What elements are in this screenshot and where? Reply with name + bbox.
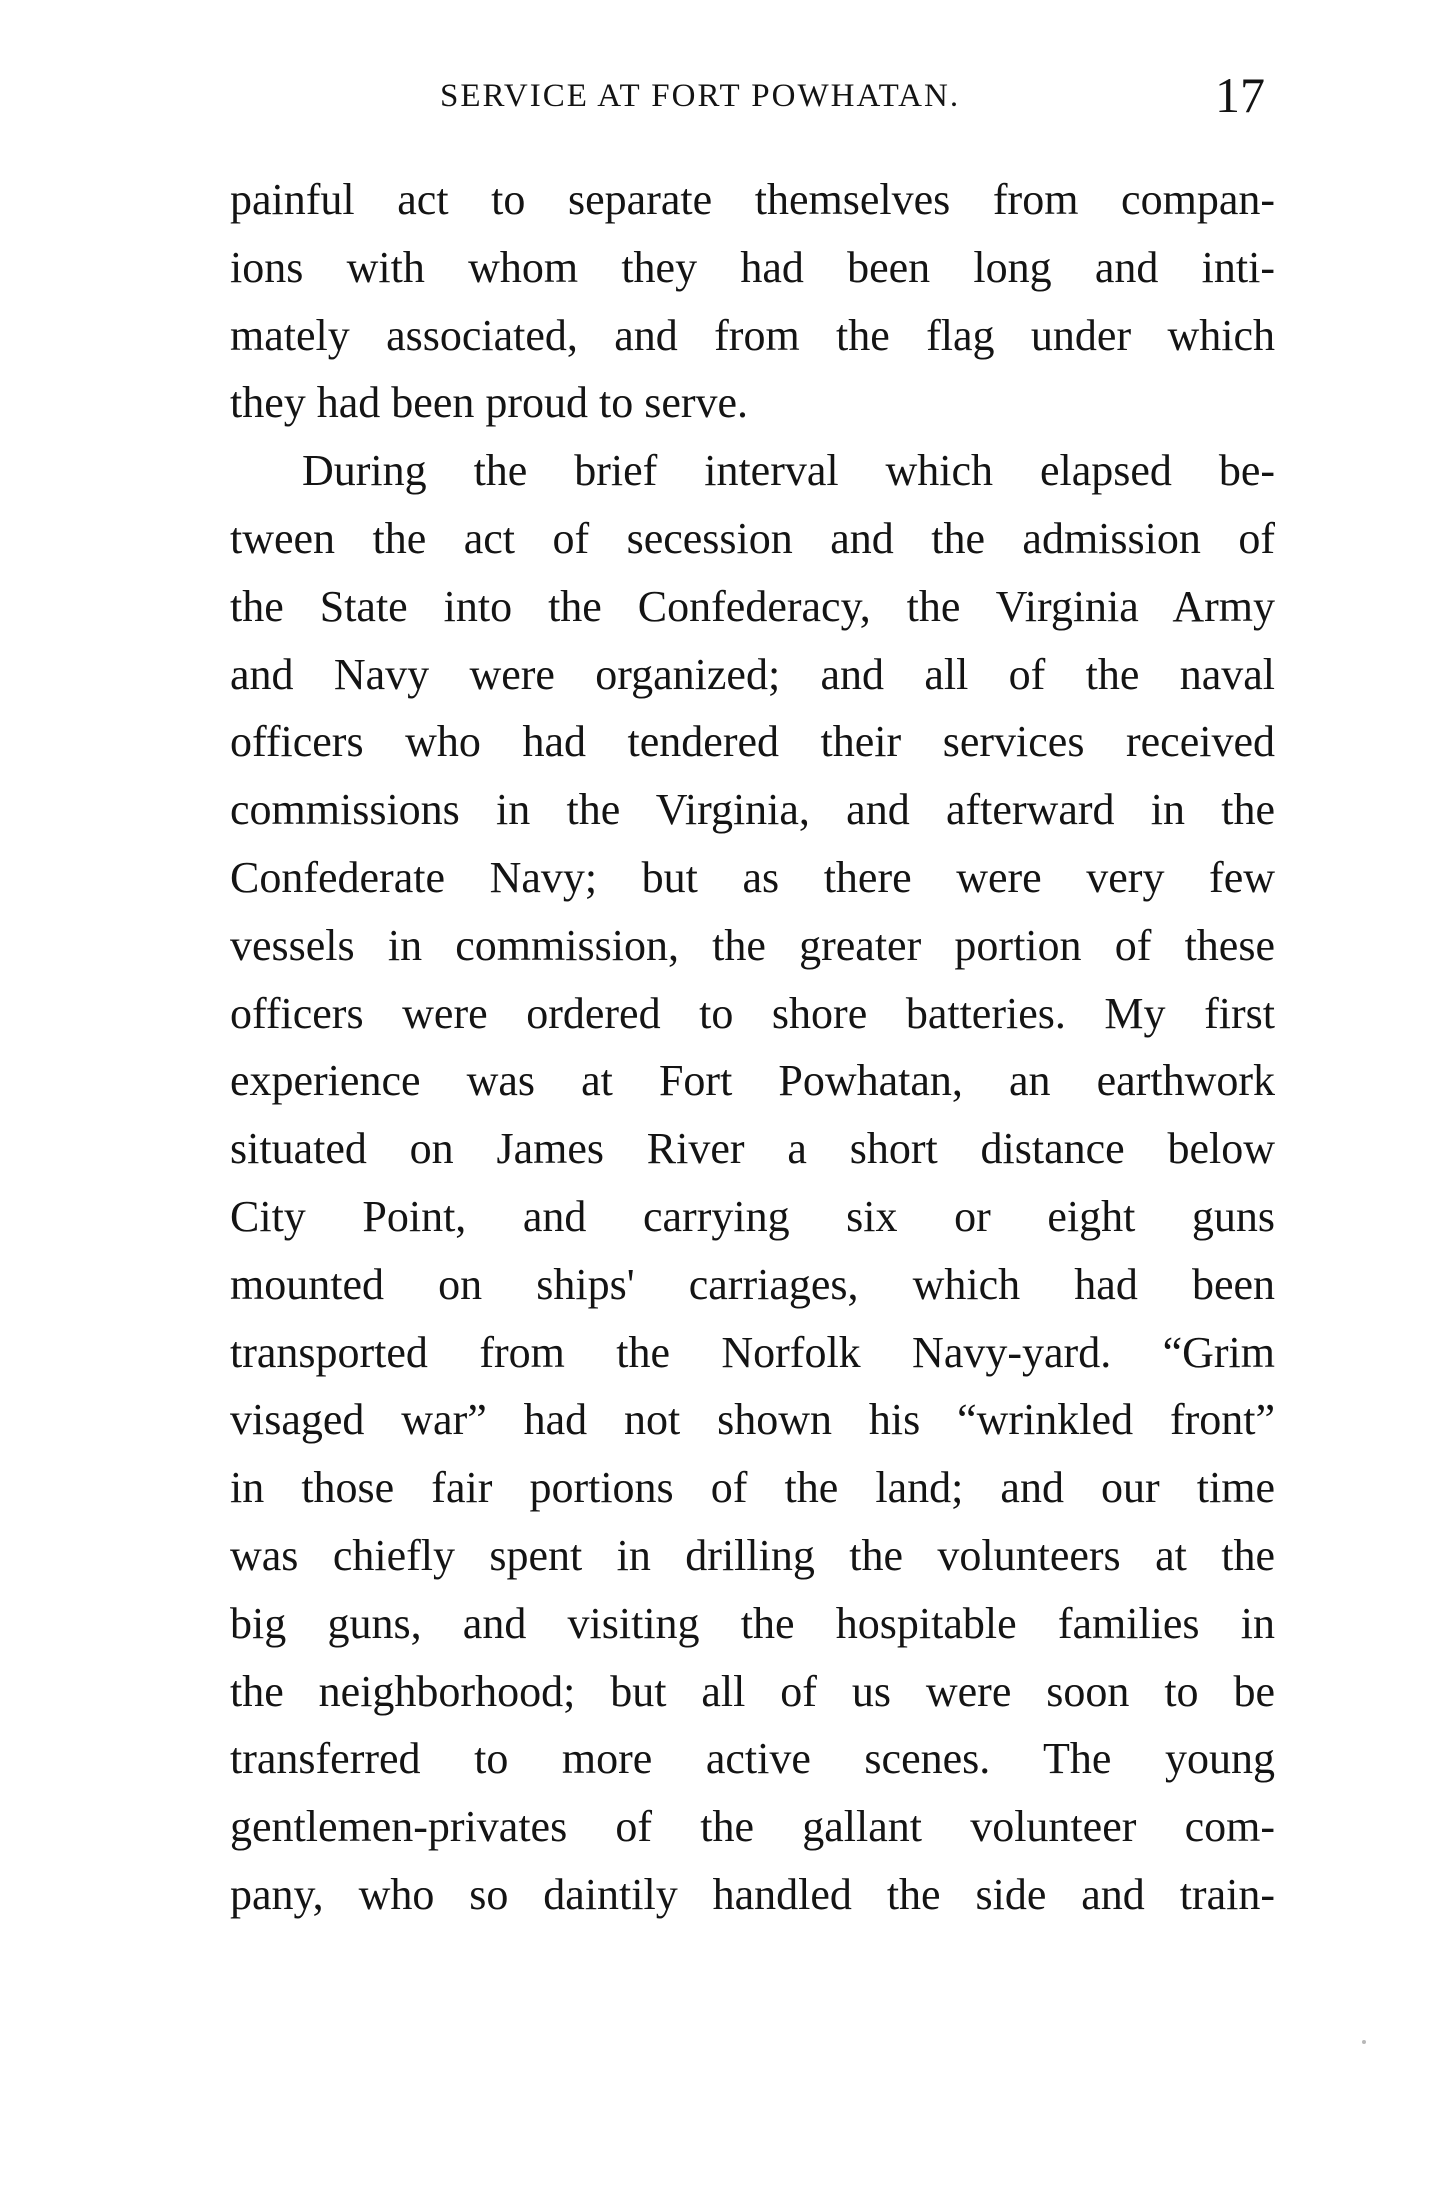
text-line: they had been proud to serve. — [230, 378, 749, 428]
text-line: City Point, and carrying six or eight guns — [230, 1191, 1275, 1241]
text-line: vessels in commission, the greater portion of these — [230, 920, 1275, 970]
text-line: the neighborhood; but all of us were soon to be — [230, 1666, 1275, 1716]
text-line: and Navy were organized; and all of the naval — [230, 649, 1275, 699]
paper-speck — [1362, 2040, 1366, 2044]
text-line: transported from the Norfolk Navy-yard. “Grim — [230, 1327, 1275, 1377]
text-line: mounted on ships' carriages, which had been — [230, 1259, 1275, 1309]
running-title: SERVICE AT FORT POWHATAN. — [440, 78, 961, 114]
text-line: gentlemen-privates of the gallant volunteer com- — [230, 1802, 1275, 1852]
text-line: situated on James River a short distance below — [230, 1124, 1275, 1174]
text-line: pany, who so daintily handled the side and train- — [230, 1869, 1275, 1919]
text-line: officers were ordered to shore batteries. My first — [230, 988, 1275, 1038]
text-line: officers who had tendered their services received — [230, 717, 1275, 767]
text-line: the State into the Confederacy, the Virginia Army — [230, 581, 1275, 631]
text-line: big guns, and visiting the hospitable families in — [230, 1598, 1275, 1648]
text-line: in those fair portions of the land; and our time — [230, 1463, 1275, 1513]
page-number: 17 — [1215, 67, 1265, 123]
body-text — [230, 166, 1275, 1929]
text-line: commissions in the Virginia, and afterward in the — [230, 785, 1275, 835]
text-line: transferred to more active scenes. The young — [230, 1734, 1275, 1784]
text-line: During the brief interval which elapsed be- — [302, 446, 1275, 496]
text-line: tween the act of secession and the admission of — [230, 513, 1275, 563]
text-line: visaged war” had not shown his “wrinkled front” — [230, 1395, 1275, 1445]
text-line: ions with whom they had been long and inti- — [230, 242, 1275, 292]
text-line: Confederate Navy; but as there were very few — [230, 852, 1275, 902]
text-line: experience was at Fort Powhatan, an earthwork — [230, 1056, 1275, 1106]
text-line: painful act to separate themselves from compan- — [230, 175, 1275, 224]
text-line: was chiefly spent in drilling the volunteers at the — [230, 1530, 1275, 1580]
text-line: mately associated, and from the flag under which — [230, 310, 1275, 360]
running-head — [230, 66, 1275, 126]
